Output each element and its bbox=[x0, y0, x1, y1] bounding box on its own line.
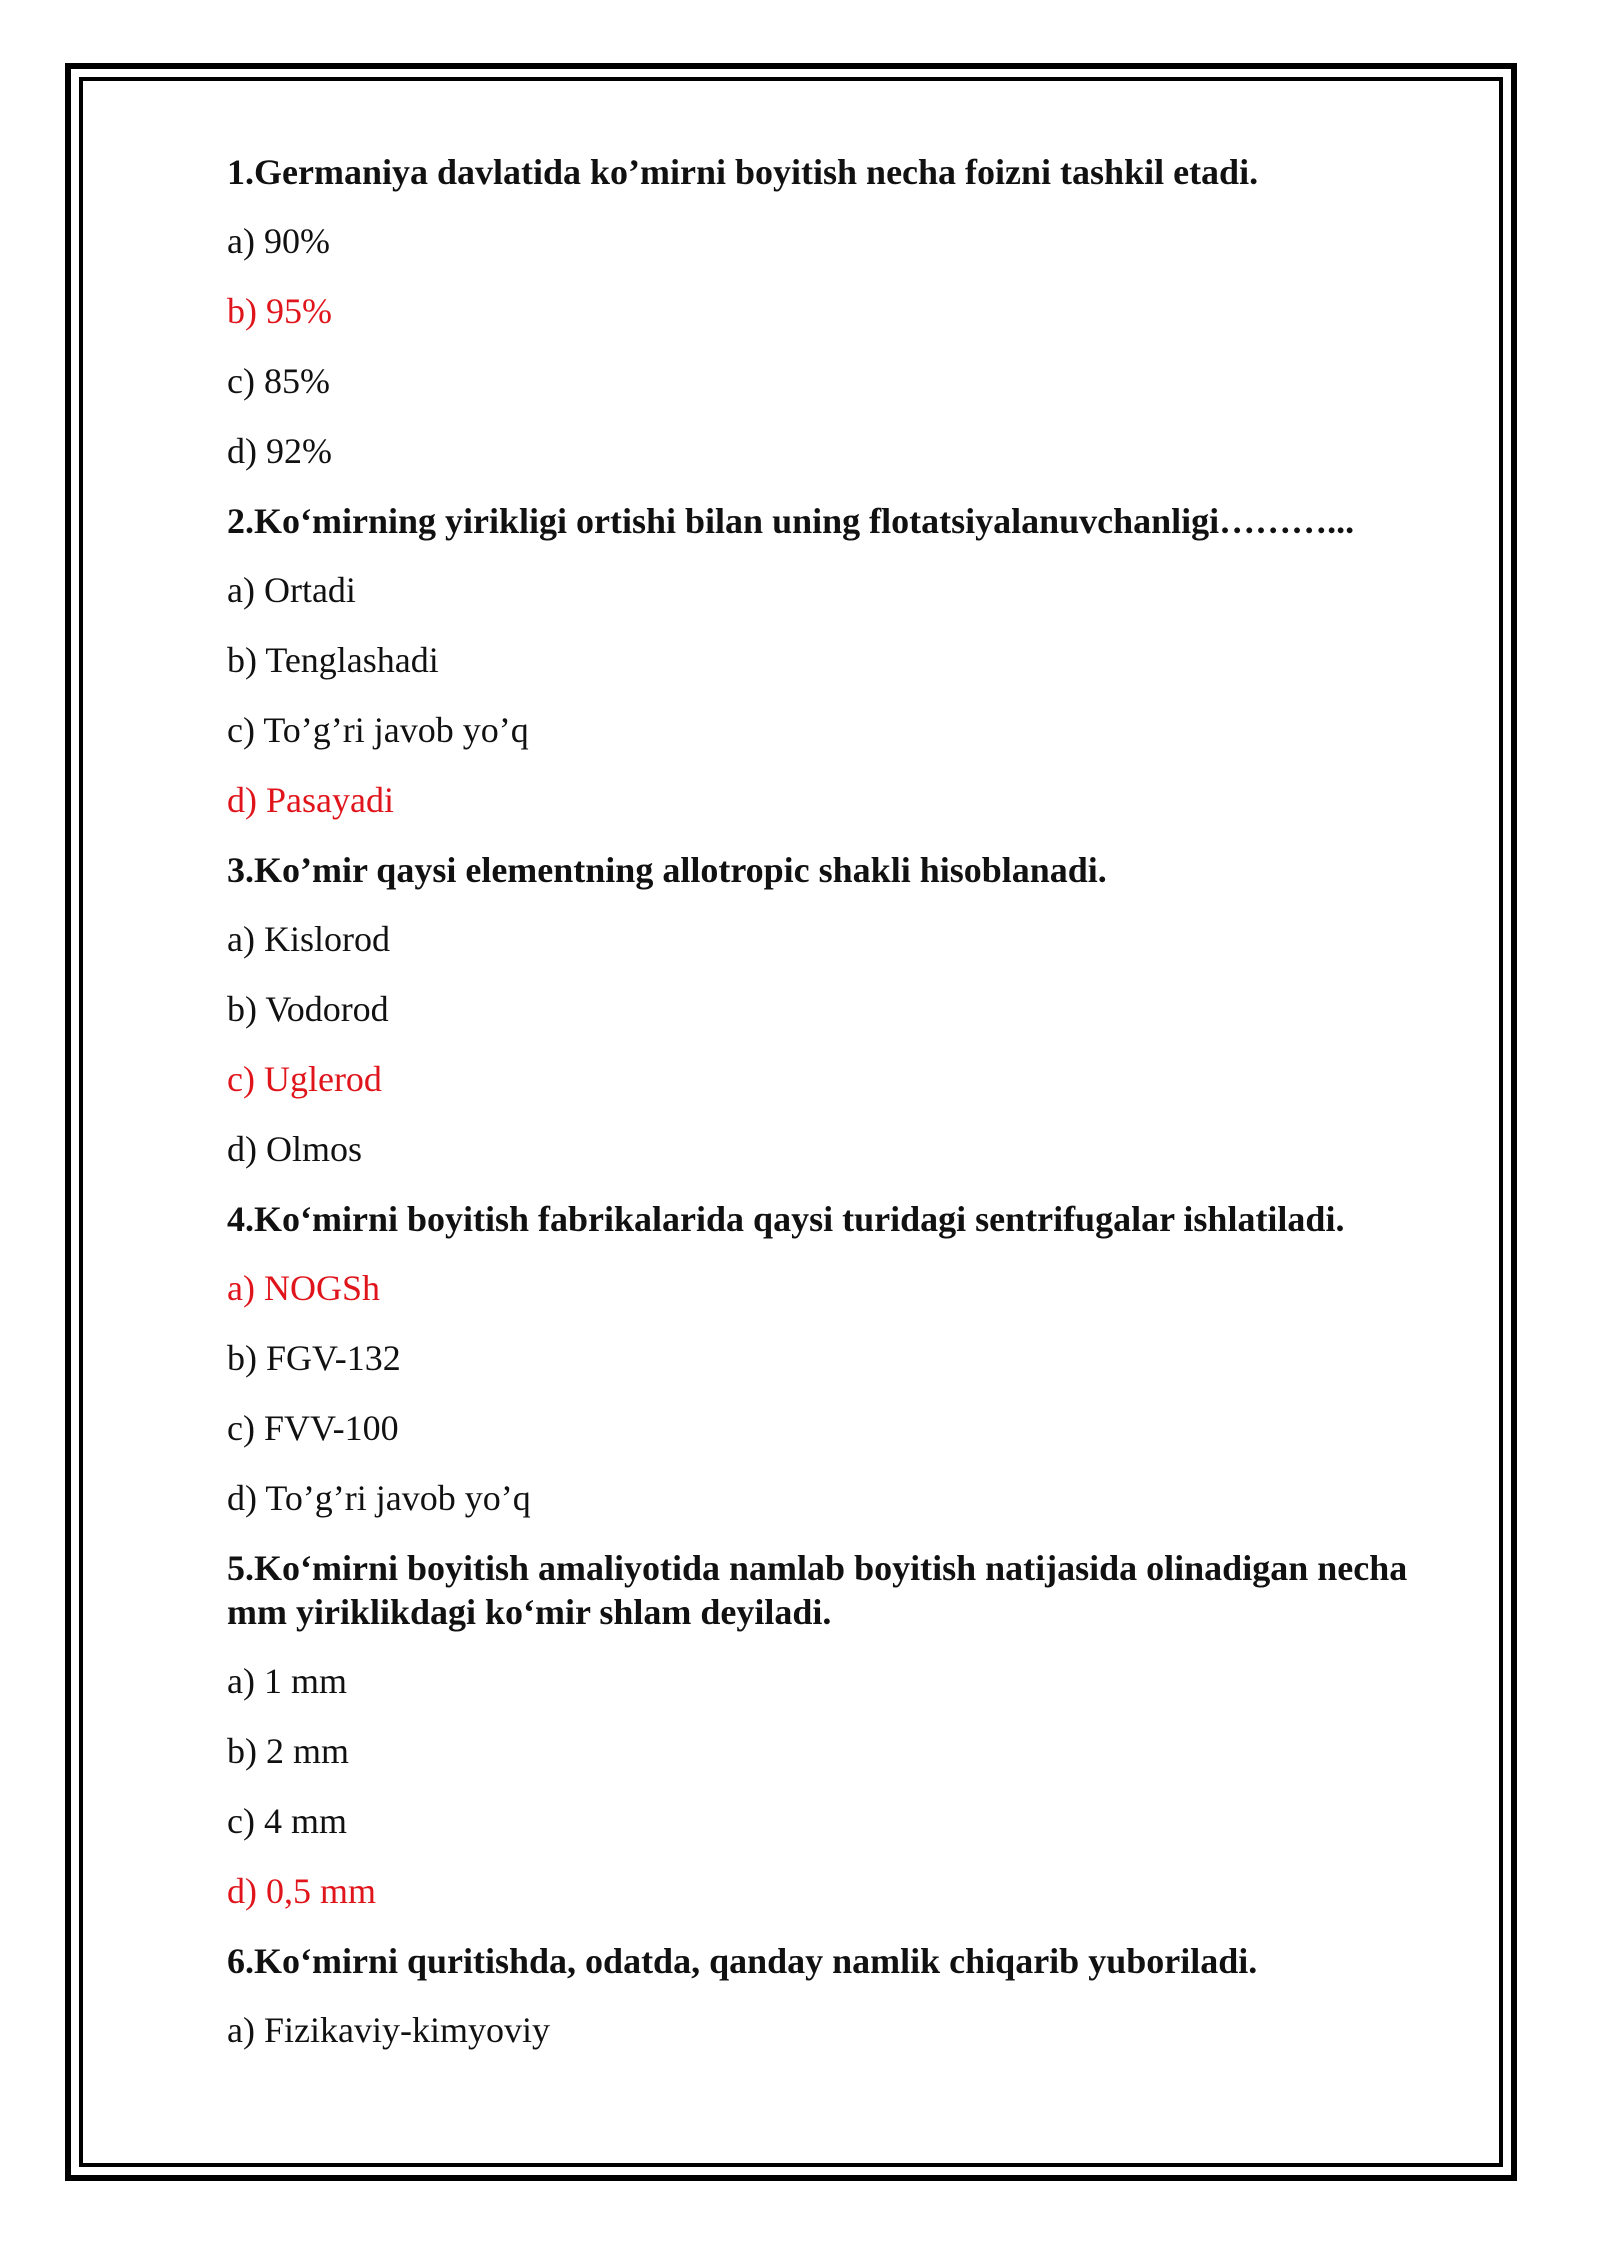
option-d: d) Pasayadi bbox=[227, 780, 394, 820]
option-c: c) Uglerod bbox=[227, 1059, 382, 1099]
question-text: 2.Ko‘mirning yirikligi ortishi bilan uning flotatsiyalanuvchanligi………... bbox=[227, 501, 1355, 541]
option-a: a) NOGSh bbox=[227, 1268, 380, 1308]
option-c: c) FVV-100 bbox=[227, 1408, 399, 1448]
question-6 bbox=[227, 1939, 1467, 2052]
option-a: a) 1 mm bbox=[227, 1661, 347, 1701]
question-text: 5.Ko‘mirni boyitish amaliyotida namlab boyitish natijasida olinadigan necha mm yiriklikdagi ko‘mir shlam deyiladi. bbox=[227, 1548, 1408, 1632]
quiz-content bbox=[227, 150, 1467, 2078]
option-d: d) To’g’ri javob yo’q bbox=[227, 1478, 531, 1518]
question-4 bbox=[227, 1197, 1467, 1520]
question-text: 6.Ko‘mirni quritishda, odatda, qanday namlik chiqarib yuboriladi. bbox=[227, 1941, 1258, 1981]
option-c: c) 4 mm bbox=[227, 1801, 347, 1841]
question-text: 1.Germaniya davlatida ko’mirni boyitish necha foizni tashkil etadi. bbox=[227, 152, 1259, 192]
question-5 bbox=[227, 1546, 1467, 1913]
option-b: b) 95% bbox=[227, 291, 332, 331]
option-a: a) Kislorod bbox=[227, 919, 390, 959]
option-d: d) 92% bbox=[227, 431, 332, 471]
option-b: b) FGV-132 bbox=[227, 1338, 401, 1378]
question-text: 3.Ko’mir qaysi elementning allotropic shakli hisoblanadi. bbox=[227, 850, 1107, 890]
option-b: b) 2 mm bbox=[227, 1731, 349, 1771]
question-3 bbox=[227, 848, 1467, 1171]
question-2 bbox=[227, 499, 1467, 822]
option-c: c) To’g’ri javob yo’q bbox=[227, 710, 529, 750]
option-d: d) 0,5 mm bbox=[227, 1871, 376, 1911]
question-text: 4.Ko‘mirni boyitish fabrikalarida qaysi turidagi sentrifugalar ishlatiladi. bbox=[227, 1199, 1345, 1239]
option-b: b) Tenglashadi bbox=[227, 640, 439, 680]
option-a: a) Ortadi bbox=[227, 570, 356, 610]
option-b: b) Vodorod bbox=[227, 989, 389, 1029]
option-a: a) 90% bbox=[227, 221, 330, 261]
option-a: a) Fizikaviy-kimyoviy bbox=[227, 2010, 550, 2050]
option-d: d) Olmos bbox=[227, 1129, 362, 1169]
question-1 bbox=[227, 150, 1467, 473]
option-c: c) 85% bbox=[227, 361, 330, 401]
